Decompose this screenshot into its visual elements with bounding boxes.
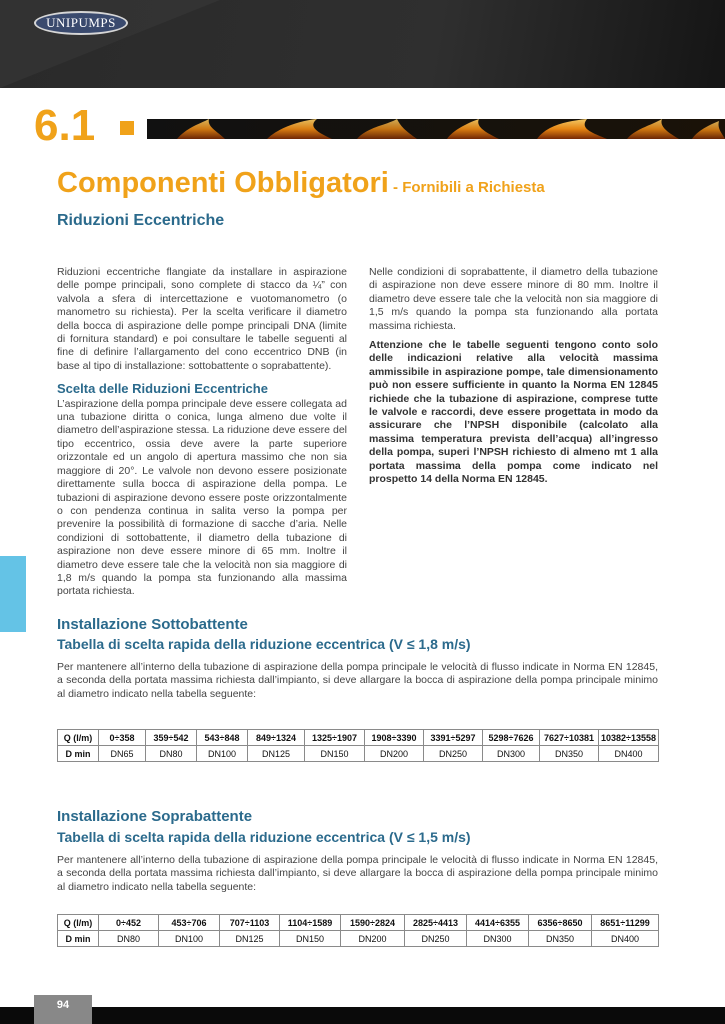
table-cell: 6356÷8650 [529, 915, 592, 931]
table-cell: DN250 [405, 931, 467, 947]
flame-banner [147, 119, 725, 139]
table-cell: 4414÷6355 [467, 915, 529, 931]
table-cell: DN200 [365, 746, 424, 762]
table-cell: DN65 [99, 746, 146, 762]
right-column [369, 266, 658, 487]
table-header-d: D min [58, 931, 99, 947]
footer-bar [0, 1007, 725, 1024]
table-cell: DN350 [529, 931, 592, 947]
table-cell: DN100 [197, 746, 248, 762]
table-cell: DN300 [483, 746, 540, 762]
page-title [57, 167, 545, 200]
sottobattente-text: Per mantenere all’interno della tubazione di aspirazione della pompa principale le velocità di flusso indicate in Norma EN 12845, a seconda della portata massima richiesta dall’impianto, si deve allargare la bocca di aspirazione della pompa principale minimo al diametro indicato nella tabella seguente: [57, 661, 658, 700]
table-cell: 1325÷1907 [305, 730, 365, 746]
table-cell: 1104÷1589 [280, 915, 341, 931]
table-cell: 0÷452 [99, 915, 159, 931]
unipumps-logo [34, 11, 128, 35]
table-cell: 10382÷13558 [599, 730, 659, 746]
table-cell: 359÷542 [146, 730, 197, 746]
sottobattente-title: Installazione Sottobattente [57, 616, 248, 633]
table-cell: 3391÷5297 [424, 730, 483, 746]
table-cell: DN150 [305, 746, 365, 762]
table-cell: DN200 [341, 931, 405, 947]
table-cell: DN400 [599, 746, 659, 762]
table-row [58, 915, 659, 931]
table-cell: DN350 [540, 746, 599, 762]
table-cell: DN100 [159, 931, 220, 947]
table-cell: DN80 [146, 746, 197, 762]
soprabattente-subtitle: Tabella di scelta rapida della riduzione eccentrica (V ≤ 1,5 m/s) [57, 829, 471, 845]
flame-graphic [147, 119, 725, 139]
table-row [58, 746, 659, 762]
table-cell: 453÷706 [159, 915, 220, 931]
table-cell: 5298÷7626 [483, 730, 540, 746]
table-row [58, 730, 659, 746]
page-title-sub: - Fornibili a Richiesta [388, 179, 545, 196]
table-cell: 8651÷11299 [592, 915, 659, 931]
header-bar [0, 0, 725, 88]
section-number: 6.1 [34, 101, 96, 150]
right-paragraph-2-warning: Attenzione che le tabelle seguenti tengono conto solo delle indicazioni relative alla velocità massima ammissibile in aspirazione pompe, tale dimensionamento può non essere sufficiente in quanto la Norma EN 12845 richiede che la tubazione di aspirazione, comprese tutte le valvole e raccordi, deve essere progettata in modo da assicurare che l’NPSH disponibile (calcolato alla massima temperatura prevista dell’acqua) all’ingresso della pompa, superi l’NPSH richiesto di almeno mt 1 alla portata massima della pompa come indicato nel prospetto 14 della Norma EN 12845. [369, 339, 658, 486]
table-cell: 2825÷4413 [405, 915, 467, 931]
soprabattente-text: Per mantenere all’interno della tubazione di aspirazione della pompa principale le velocità di flusso indicate in Norma EN 12845, a seconda della portata massima richiesta dall’impianto, si deve allargare la bocca di aspirazione della pompa principale minimo al diametro indicato nella tabella seguente: [57, 854, 658, 893]
table-cell: 7627÷10381 [540, 730, 599, 746]
table-cell: DN80 [99, 931, 159, 947]
page-number-badge [34, 995, 92, 1024]
logo-text: UNIPUMPS [46, 15, 116, 30]
right-paragraph-1: Nelle condizioni di soprabattente, il diametro della tubazione di aspirazione non deve essere minore di 80 mm. Inoltre il diametro deve essere tale che la velocità non sia maggiore di 1,5 m/s quando la pompa sta funzionando alla portata massima richiesta. [369, 266, 658, 332]
table-cell: DN150 [280, 931, 341, 947]
table-header-d: D min [58, 746, 99, 762]
table-cell: 849÷1324 [248, 730, 305, 746]
section-square-icon [120, 121, 134, 135]
table-cell: 543÷848 [197, 730, 248, 746]
left-column [57, 266, 347, 599]
left-subheading: Scelta delle Riduzioni Eccentriche [57, 381, 268, 397]
table-cell: DN125 [220, 931, 280, 947]
table-header-q: Q (l/m) [58, 915, 99, 931]
section-heading: Riduzioni Eccentriche [57, 212, 225, 229]
sottobattente-subtitle: Tabella di scelta rapida della riduzione eccentrica (V ≤ 1,8 m/s) [57, 636, 471, 652]
left-paragraph-1: Riduzioni eccentriche flangiate da installare in aspirazione delle pompe principali, sono complete di stacco da ¼” con valvola a sfera di intercettazione e vuotomanometro (o manometro su richiesta). Per la scelta verificare il diametro della bocca di aspirazione delle pompe principali DNA (limite di fornitura standard) e poi consultare le tabelle seguenti al fine di definire l’allargamento del cono eccentrico DNB (in base al tipo di installazione: sottobattente o soprabattente). [57, 266, 347, 372]
table-cell: DN400 [592, 931, 659, 947]
soprabattente-table [57, 914, 659, 947]
table-cell: DN300 [467, 931, 529, 947]
soprabattente-title: Installazione Soprabattente [57, 808, 253, 825]
table-cell: 707÷1103 [220, 915, 280, 931]
table-cell: 1590÷2824 [341, 915, 405, 931]
sottobattente-table [57, 729, 659, 762]
table-cell: DN125 [248, 746, 305, 762]
table-cell: DN250 [424, 746, 483, 762]
table-cell: 1908÷3390 [365, 730, 424, 746]
page-title-main: Componenti Obbligatori [57, 167, 389, 199]
page-number: 94 [56, 999, 70, 1011]
table-header-q: Q (l/m) [58, 730, 99, 746]
table-row [58, 931, 659, 947]
table-cell: 0÷358 [99, 730, 146, 746]
left-paragraph-2: L’aspirazione della pompa principale deve essere collegata ad una tubazione diritta o conica, lunga almeno due volte il diametro dell’aspirazione stessa. La riduzione deve essere del tipo eccentrico, ossia deve avere la parte superiore orizzontale ed un angolo di apertura massimo che non sia maggiore di 20°. Le valvole non devono essere posizionate direttamente sulla bocca di aspirazione della pompa. Le tubazioni di aspirazione devono essere poste orizzontalmente o con pendenza continua in salita verso la pompa per prevenire la possibilità di formazione di sacche d’aria. Nelle condizioni di sottobattente, il diametro della tubazione di aspirazione non deve essere minore di 65 mm. Inoltre il diametro deve essere tale che la velocità non sia maggiore di 1,8 m/s quando la pompa sta funzionando alla massima portata richiesta. [57, 397, 347, 598]
side-tab [0, 556, 26, 632]
